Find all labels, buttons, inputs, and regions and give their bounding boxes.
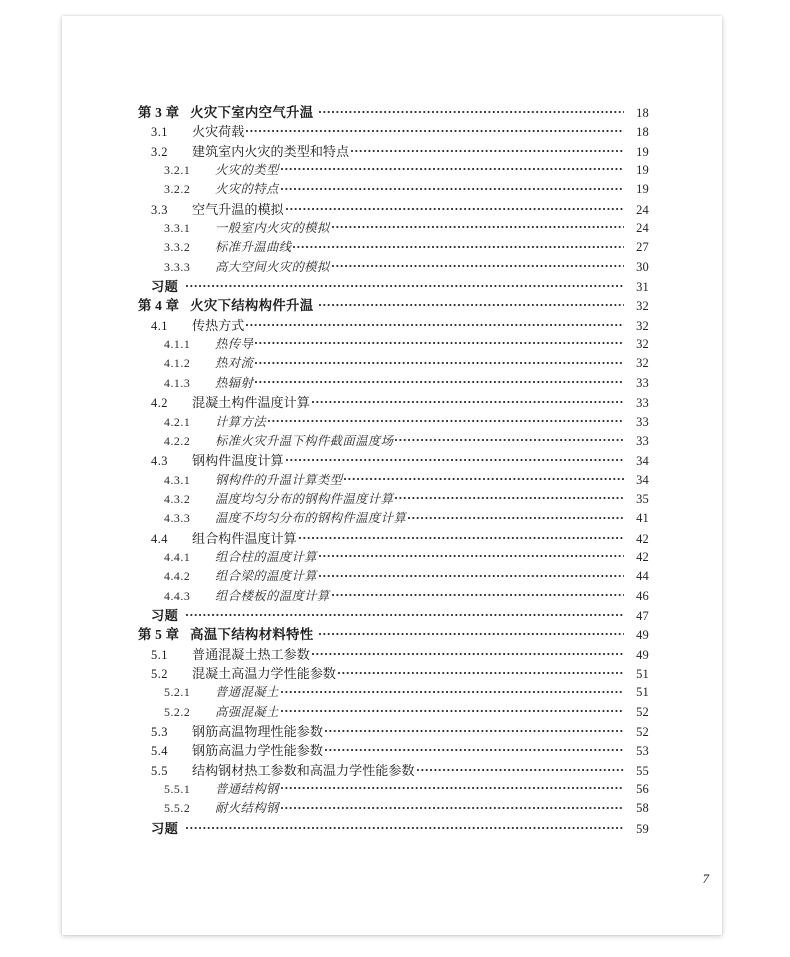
toc-entry-page-number: 47 — [636, 608, 649, 623]
toc-entry-page-number: 24 — [636, 202, 649, 217]
toc-entry-section[interactable] — [137, 663, 649, 682]
toc-entry-title: 火灾的类型 — [215, 163, 279, 178]
toc-entry-number: 4.1 — [151, 318, 168, 333]
toc-entry-chapter[interactable] — [137, 295, 649, 314]
toc-entry-sub[interactable] — [137, 179, 649, 198]
toc-entry-title: 耐火结构钢 — [215, 801, 279, 816]
toc-entry-number: 3.2.1 — [164, 163, 191, 178]
toc-leader-dots — [338, 665, 624, 678]
toc-entry-title: 混凝土高温力学性能参数 — [192, 665, 337, 681]
toc-entry-title: 空气升温的模拟 — [192, 201, 284, 217]
toc-entry-number: 5.2 — [151, 666, 168, 681]
toc-entry-section[interactable] — [137, 644, 649, 663]
toc-leader-dots — [417, 762, 624, 775]
toc-entry-sub[interactable] — [137, 489, 649, 508]
toc-leader-dots — [293, 239, 624, 251]
toc-leader-dots — [319, 568, 624, 580]
toc-entry-sub[interactable] — [137, 798, 649, 817]
toc-entry-number: 3.3.3 — [164, 259, 191, 274]
toc-entry-page-number: 19 — [636, 182, 649, 197]
toc-leader-dots — [319, 104, 624, 117]
toc-entry-sub[interactable] — [137, 160, 649, 179]
toc-entry-sub[interactable] — [137, 682, 649, 701]
toc-entry-title: 火灾下结构构件升温 — [190, 298, 314, 314]
toc-entry-page-number: 33 — [636, 375, 649, 390]
toc-entry-title: 火灾下室内空气升温 — [190, 105, 314, 120]
toc-entry-page-number: 42 — [636, 549, 649, 564]
toc-entry-title: 结构钢材热工参数和高温力学性能参数 — [192, 762, 415, 778]
toc-entry-page-number: 41 — [636, 511, 649, 526]
toc-entry-sub[interactable] — [137, 431, 649, 450]
toc-entry-number: 5.2.2 — [164, 704, 191, 719]
toc-entry-title: 温度不均匀分布的钢构件温度计算 — [215, 511, 407, 526]
toc-entry-page-number: 32 — [636, 356, 649, 371]
toc-entry-sub[interactable] — [137, 779, 649, 798]
toc-entry-section[interactable] — [137, 392, 649, 411]
toc-entry-number: 3.2 — [151, 144, 168, 159]
toc-entry-number: 4.4 — [151, 531, 168, 546]
toc-entry-number: 4.1.3 — [164, 375, 191, 390]
toc-entry-number: 4.4.2 — [164, 569, 191, 584]
toc-entry-page-number: 32 — [636, 299, 649, 314]
toc-entry-title: 热传导 — [215, 337, 254, 352]
toc-entry-title: 高强混凝土 — [215, 704, 279, 719]
toc-leader-dots — [281, 781, 624, 793]
toc-entry-page-number: 52 — [636, 725, 649, 739]
toc-entry-sub[interactable] — [137, 334, 649, 353]
toc-entry-page-number: 44 — [636, 569, 649, 584]
toc-leader-dots — [344, 471, 624, 483]
toc-entry-sub[interactable] — [137, 470, 649, 489]
toc-entry-number: 5.5.2 — [164, 801, 191, 816]
toc-leader-dots — [281, 162, 624, 174]
toc-entry-section[interactable] — [137, 121, 649, 140]
toc-entry-number: 5.1 — [151, 647, 168, 662]
toc-entry-number: 5.3 — [151, 725, 168, 739]
toc-entry-sub[interactable] — [137, 257, 649, 276]
toc-entry-page-number: 35 — [636, 491, 649, 506]
toc-leader-dots — [281, 684, 624, 696]
toc-entry-sub[interactable] — [137, 218, 649, 237]
toc-entry-title: 传热方式 — [192, 317, 245, 333]
toc-leader-dots — [319, 297, 624, 310]
toc-entry-title: 标准火灾升温下构件截面温度场 — [215, 433, 394, 448]
toc-entry-number: 4.3.1 — [164, 472, 191, 487]
toc-entry-number: 4.2.2 — [164, 433, 191, 448]
toc-entry-page-number: 24 — [636, 221, 649, 236]
page-folio-number: 7 — [702, 871, 709, 886]
toc-leader-dots — [332, 258, 624, 270]
toc-entry-page-number: 31 — [636, 280, 649, 295]
toc-entry-chapter[interactable] — [137, 624, 649, 643]
toc-entry-number: 3.3.2 — [164, 240, 191, 255]
toc-entry-section[interactable] — [137, 315, 649, 334]
toc-leader-dots — [246, 123, 624, 136]
toc-entry-section[interactable] — [137, 199, 649, 218]
toc-leader-dots — [268, 413, 624, 425]
toc-leader-dots — [281, 181, 624, 193]
toc-entry-number: 4.1.2 — [164, 356, 191, 371]
toc-entry-sub[interactable] — [137, 353, 649, 372]
toc-entry-title: 组合梁的温度计算 — [215, 569, 317, 584]
toc-entry-exercise[interactable] — [137, 818, 649, 837]
toc-entry-number: 3.3.1 — [164, 221, 191, 236]
toc-entry-title: 普通混凝土热工参数 — [192, 646, 310, 662]
toc-entry-title: 习题 — [151, 607, 179, 623]
toc-entry-page-number: 49 — [636, 647, 649, 662]
toc-entry-number: 5.5 — [151, 763, 168, 778]
toc-entry-title: 计算方法 — [215, 414, 266, 429]
toc-entry-number: 4.4.3 — [164, 588, 191, 603]
toc-entry-section[interactable] — [137, 528, 649, 547]
toc-entry-title: 热对流 — [215, 356, 254, 371]
toc-entry-sub[interactable] — [137, 586, 649, 605]
toc-entry-number: 4.3.3 — [164, 511, 191, 526]
toc-entry-number: 3.2.2 — [164, 182, 191, 197]
toc-entry-page-number: 18 — [636, 106, 649, 120]
toc-entry-number: 第 4 章 — [138, 298, 180, 314]
toc-entry-title: 组合柱的温度计算 — [215, 549, 317, 564]
toc-entry-page-number: 27 — [636, 240, 649, 255]
toc-entry-number: 4.3 — [151, 454, 168, 469]
toc-entry-section[interactable] — [137, 721, 649, 740]
toc-entry-section[interactable] — [137, 450, 649, 469]
toc-entry-number: 第 3 章 — [138, 105, 180, 120]
toc-entry-title: 钢筋高温力学性能参数 — [192, 743, 323, 759]
toc-entry-page-number: 58 — [636, 801, 649, 816]
toc-entry-title: 钢筋高温物理性能参数 — [192, 724, 323, 739]
toc-entry-page-number: 30 — [636, 259, 649, 274]
toc-entry-title: 普通结构钢 — [215, 782, 279, 797]
toc-entry-page-number: 33 — [636, 396, 649, 411]
toc-leader-dots — [312, 646, 624, 659]
toc-leader-dots — [255, 336, 624, 348]
toc-entry-sub[interactable] — [137, 412, 649, 431]
toc-entry-section[interactable] — [137, 740, 649, 759]
toc-entry-number: 4.3.2 — [164, 491, 191, 506]
toc-entry-title: 钢构件的升温计算类型 — [215, 472, 343, 487]
toc-entry-number: 5.5.1 — [164, 782, 191, 797]
toc-entry-page-number: 56 — [636, 782, 649, 797]
toc-entry-title: 组合构件温度计算 — [192, 530, 297, 546]
toc-entry-page-number: 49 — [636, 628, 649, 643]
toc-leader-dots — [319, 549, 624, 561]
toc-leader-dots — [286, 201, 624, 214]
toc-leader-dots — [186, 278, 624, 291]
toc-entry-title: 火灾的特点 — [215, 182, 279, 197]
toc-entry-title: 高温下结构材料特性 — [190, 627, 314, 643]
toc-entry-number: 5.2.1 — [164, 685, 191, 700]
toc-entry-exercise[interactable] — [137, 276, 649, 295]
toc-entry-exercise[interactable] — [137, 605, 649, 624]
toc-entry-section[interactable] — [137, 141, 649, 160]
toc-entry-title: 温度均匀分布的钢构件温度计算 — [215, 491, 394, 506]
toc-entry-section[interactable] — [137, 760, 649, 779]
toc-entry-title: 混凝土构件温度计算 — [192, 395, 310, 411]
toc-entry-sub[interactable] — [137, 547, 649, 566]
toc-leader-dots — [319, 626, 624, 639]
toc-entry-title: 习题 — [151, 279, 179, 295]
toc-entry-page-number: 51 — [636, 666, 649, 681]
toc-entry-page-number: 32 — [636, 318, 649, 333]
toc-entry-page-number: 33 — [636, 414, 649, 429]
toc-entry-sub[interactable] — [137, 566, 649, 585]
toc-entry-title: 普通混凝土 — [215, 685, 279, 700]
toc-leader-dots — [299, 529, 624, 542]
toc-leader-dots — [286, 452, 624, 465]
toc-entry-number: 5.4 — [151, 744, 168, 759]
toc-leader-dots — [312, 394, 624, 407]
toc-entry-title: 习题 — [151, 820, 179, 836]
toc-entry-sub[interactable] — [137, 702, 649, 721]
toc-leader-dots — [255, 355, 624, 367]
toc-entry-sub[interactable] — [137, 373, 649, 392]
toc-leader-dots — [332, 220, 624, 232]
toc-entry-chapter[interactable] — [137, 102, 649, 121]
toc-entry-title: 火灾荷载 — [192, 124, 245, 140]
toc-entry-page-number: 53 — [636, 744, 649, 759]
toc-leader-dots — [186, 607, 624, 620]
toc-entry-title: 热辐射 — [215, 375, 254, 390]
toc-entry-title: 高大空间火灾的模拟 — [215, 259, 330, 274]
toc-entry-page-number: 46 — [636, 588, 649, 603]
toc-leader-dots — [395, 432, 624, 444]
toc-entry-number: 4.2 — [151, 396, 168, 411]
toc-leader-dots — [281, 703, 624, 715]
toc-entry-page-number: 59 — [636, 821, 649, 836]
toc-entry-number: 4.1.1 — [164, 337, 191, 352]
toc-entry-number: 4.2.1 — [164, 414, 191, 429]
toc-leader-dots — [408, 510, 624, 522]
toc-entry-page-number: 42 — [636, 531, 649, 546]
toc-leader-dots — [325, 723, 624, 736]
toc-leader-dots — [255, 374, 624, 386]
toc-leader-dots — [325, 742, 624, 755]
toc-entry-number: 3.3 — [151, 202, 168, 217]
toc-entry-page-number: 34 — [636, 454, 649, 469]
toc-entry-title: 一般室内火灾的模拟 — [215, 221, 330, 236]
toc-leader-dots — [351, 143, 624, 156]
toc-entry-title: 组合楼板的温度计算 — [215, 588, 330, 603]
toc-entry-page-number: 51 — [636, 685, 649, 700]
toc-entry-sub[interactable] — [137, 237, 649, 256]
toc-entry-title: 建筑室内火灾的类型和特点 — [192, 143, 350, 159]
book-page-sheet — [62, 16, 722, 935]
toc-entry-page-number: 34 — [636, 472, 649, 487]
toc-entry-page-number: 18 — [636, 125, 649, 140]
toc-entry-page-number: 55 — [636, 763, 649, 778]
toc-entry-number: 4.4.1 — [164, 549, 191, 564]
toc-entry-number: 3.1 — [151, 125, 168, 140]
toc-entry-number: 第 5 章 — [138, 627, 180, 643]
toc-leader-dots — [186, 820, 624, 833]
toc-leader-dots — [281, 800, 624, 812]
toc-entry-title: 钢构件温度计算 — [192, 453, 284, 469]
table-of-contents-list — [137, 102, 649, 837]
toc-entry-page-number: 33 — [636, 433, 649, 448]
toc-leader-dots — [395, 490, 624, 502]
toc-entry-title: 标准升温曲线 — [215, 240, 292, 255]
toc-entry-sub[interactable] — [137, 508, 649, 527]
toc-entry-page-number: 52 — [636, 704, 649, 719]
toc-leader-dots — [246, 317, 624, 330]
toc-leader-dots — [332, 587, 624, 599]
toc-entry-page-number: 19 — [636, 163, 649, 178]
toc-entry-page-number: 19 — [636, 144, 649, 159]
toc-entry-page-number: 32 — [636, 337, 649, 352]
